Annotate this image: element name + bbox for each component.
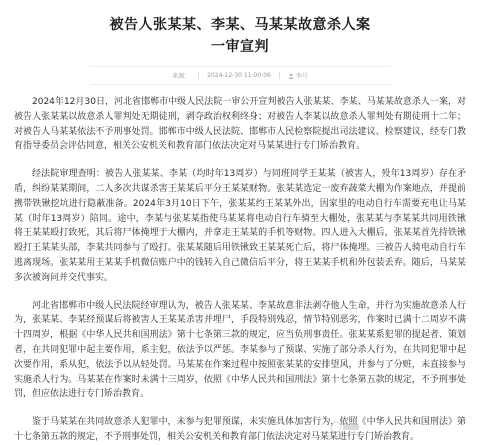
paragraph: 河北省邯郸市中级人民法院经审理认为，被告人张某某、李某故意非法剥夺他人生命，并行为实施故意杀人行为，张某某、李某经预谋后将被害人王某某杀害并埋尸，手段特别残忍，情节特别恶劣，作案时已满十二周岁不满十四周岁，根据《中华人民共和国刑法》第十七条第三款的规定，应当负刑事责任。张某某系犯罪的提起者、策划者，在共同犯罪中起主要作用，系主犯，依法予以严惩。李某参与了预谋、实施了部分杀人行为，在共同犯罪中起次要作用，系从犯，依法予以从轻处罚。马某某在作案过程中按照张某某的安排望风，并参与了分赃，未直接参与实施杀人行为。马某某在作案时未满十三周岁，依照《中华人民共和国刑法》第十七条第五款的规定，不予刑事处罚，但应依法进行专门矫治教育。	[14, 300, 466, 400]
meta-source-label: 来源：	[172, 73, 191, 80]
meta-source	[172, 71, 190, 80]
title-line-1: 被告人张某某、李某、马某某故意杀人案	[109, 17, 371, 33]
user-icon	[288, 73, 294, 79]
paragraph: 经法院审理查明：被告人张某某、李某（均时年13周岁）与同班同学王某某（被害人，殁年13周岁）存在矛盾，纠纷某某期间，二人多次共谋杀害王某某后平分王某某财物。张某某选定一废弃蔬菜大棚为作案地点，并提前携带铁锹挖坑进行隐蔽准备。2024年3月10日下午，张某某约王某某外出，因家里的电动自行车需要充电让马某某（时年13周岁）陪同。途中，李某与张某某指使马某某将电动自行车骑至大棚处，张某某与李某某共同用铁锹将王某某殴打致死，其后将尸体掩埋于大棚内，并拿走王某某的手机等财物。四人进入大棚后，张某某首先持铁锹殴打王某某头部，李某共同参与了殴打。张某某随后用铁锹致王某某死亡后，将尸体掩埋。三被告人骑电动自行车逃离现场。张某某用王某某手机微信账户中的钱转入自己微信后平分，将王某某手机和外包装丢弃。随后，马某某多次被询问并交代事实。	[14, 169, 466, 283]
meta-datetime-value: 2024-12-30 11:00:06	[207, 72, 271, 79]
meta-divider	[279, 72, 280, 79]
paragraph: 鉴于马某某在共同故意杀人犯罪中，未参与犯罪预谋，未实施具体加害行为，依照《中华人民共和国刑法》第十七条第五款的规定，不予刑事处罚，相关公安机关和教育部门依法决定对马某某进行专门矫治教育。	[14, 417, 466, 442]
meta-divider	[198, 72, 199, 79]
meta-author	[288, 71, 308, 80]
watermark-logo-icon	[330, 421, 360, 433]
article-meta-bar	[90, 66, 390, 85]
article-body	[8, 95, 472, 445]
title-line-2: 一审宣判	[211, 39, 269, 55]
meta-datetime	[207, 72, 271, 79]
meta-author-label: 李号	[295, 73, 308, 80]
paragraph: 2024年12月30日，河北省邯郸市中级人民法院一审公开宣判被告人张某某、李某、马某某故意杀人一案，对被告人张某某以故意杀人罪判处无期徒刑，剥夺政治权利终身；对被告人李某以故意杀人罪判处有期徒刑十二年；对被告人马某某依法不予刑事处罚。邯郸市中级人民法院、邯郸市人民检察院提出司法建议、检察建议，经专门教育指导委员会评估同意，相关公安机关和教育部门依法决定对马某某进行专门矫治教育。	[14, 97, 466, 152]
article-title	[8, 14, 472, 58]
